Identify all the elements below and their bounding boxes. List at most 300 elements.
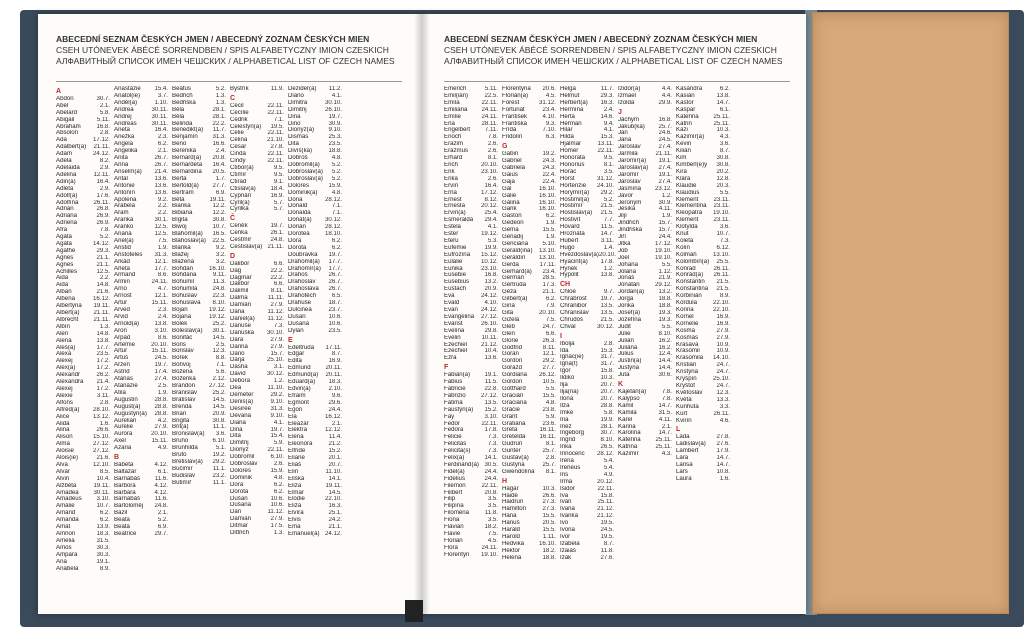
name-day-date: 22.11.	[597, 485, 614, 492]
name-day-date: 1.7.	[215, 175, 226, 182]
name-entry	[230, 281, 287, 288]
name-entry	[56, 351, 113, 358]
name-day-date: 3.5.	[487, 496, 498, 503]
name-day-date: 31.5.	[96, 537, 110, 544]
name-text: Evelin	[444, 334, 461, 341]
name-entry	[444, 121, 501, 128]
name-text: Klára	[676, 175, 691, 182]
name-text: Ivana	[560, 506, 575, 513]
name-entry	[172, 127, 229, 134]
name-text: Ivor	[560, 534, 571, 540]
left-name-columns	[56, 86, 346, 572]
name-text: Chrabrost	[560, 296, 587, 303]
name-day-date: 27.9.	[270, 516, 284, 523]
name-text: Anastázie	[114, 86, 141, 92]
name-day-date: 27.9.	[270, 343, 284, 350]
name-text: Hagar	[502, 485, 519, 492]
name-entry	[56, 137, 113, 144]
name-day-date: 24.7.	[716, 382, 730, 389]
name-text: Isidor	[560, 485, 575, 492]
name-entry	[288, 252, 345, 259]
name-day-date: 15.5.	[542, 227, 556, 234]
name-text: Hamilton	[502, 506, 527, 513]
name-entry	[114, 141, 171, 148]
name-day-date: 23.6.	[542, 420, 556, 427]
name-day-date: 17.5.	[270, 523, 284, 530]
name-entry	[114, 314, 171, 321]
name-day-date: 23.4.	[542, 268, 556, 275]
name-day-date: 10.8.	[716, 468, 730, 475]
name-day-date: 3.10.	[484, 413, 498, 420]
name-text: Jozefína	[618, 316, 642, 323]
name-text: Biwoj	[172, 224, 187, 231]
name-text: Anabela	[56, 565, 79, 572]
name-entry	[618, 220, 675, 227]
name-entry	[560, 534, 617, 541]
name-entry	[502, 121, 559, 128]
name-day-date: 11.6.	[154, 475, 168, 482]
name-entry	[560, 410, 617, 417]
name-day-date: 2.2.	[157, 203, 168, 210]
name-entry	[230, 482, 287, 489]
name-text: Dobroslav(a)	[288, 168, 323, 175]
name-entry	[172, 259, 229, 266]
section-letter: J	[618, 108, 622, 116]
name-text: Adam	[56, 151, 72, 158]
name-text: Egmont	[288, 399, 310, 406]
name-text: Imke	[560, 409, 574, 416]
name-entry	[676, 369, 733, 376]
name-text: Helmut	[560, 92, 580, 99]
name-entry	[230, 420, 287, 427]
name-entry	[444, 127, 501, 134]
name-entry	[56, 262, 113, 269]
name-entry	[114, 335, 171, 342]
name-day-date: 2.6.	[487, 141, 498, 148]
name-day-date: 5.5.	[719, 189, 730, 196]
name-entry	[230, 330, 287, 337]
name-entry	[114, 224, 171, 231]
name-text: Celina	[230, 137, 248, 144]
name-text: Florentýna	[502, 86, 531, 92]
name-day-date: 7.7.	[603, 217, 614, 224]
name-entry	[676, 127, 733, 134]
name-text: Dana	[230, 309, 245, 316]
name-day-date: 7.3.	[273, 322, 284, 329]
name-text: Antonín	[114, 189, 136, 196]
name-entry	[288, 314, 345, 321]
name-text: Damian	[230, 516, 251, 523]
name-day-date: 7.8.	[661, 388, 672, 395]
name-text: Klaudie	[676, 182, 697, 189]
name-text: Kosma	[676, 327, 695, 334]
name-text: Gina	[502, 303, 515, 310]
name-day-date: 25.4.	[484, 210, 498, 217]
name-text: Dorián	[288, 224, 306, 231]
name-entry	[114, 503, 171, 510]
name-text: Haidrun	[502, 499, 524, 506]
name-entry	[676, 86, 733, 93]
name-entry	[230, 337, 287, 344]
name-entry	[230, 86, 287, 93]
name-day-date: 2.1.	[661, 423, 672, 430]
name-day-date: 25.2.	[212, 320, 226, 327]
name-day-date: 2.4.	[157, 313, 168, 320]
name-text: Boris	[172, 341, 186, 348]
name-day-date: 22.2.	[212, 120, 226, 127]
name-text: Fortunát	[502, 106, 525, 113]
name-entry	[56, 234, 113, 241]
name-entry	[444, 545, 501, 552]
name-text: Damián	[230, 302, 251, 309]
name-text: Kalypso	[618, 395, 640, 402]
name-day-date: 15.4.	[154, 86, 168, 92]
name-text: Erik	[444, 168, 455, 175]
name-day-date: 21.11.	[267, 243, 284, 250]
name-entry	[618, 248, 675, 255]
name-day-date: 31.3.	[270, 405, 284, 412]
name-entry	[676, 342, 733, 349]
name-text: Bronislav(a)	[172, 431, 205, 438]
name-entry	[56, 421, 113, 428]
name-text: Eva	[444, 293, 455, 300]
name-entry	[114, 418, 171, 425]
name-day-date: 31.5.	[658, 409, 672, 416]
name-day-date: 28.1.	[600, 423, 614, 430]
name-text: Branislav	[172, 389, 198, 396]
name-entry	[502, 455, 559, 462]
name-day-date: 27.8.	[270, 144, 284, 151]
name-entry	[172, 162, 229, 169]
name-text: Aristoteles	[114, 251, 143, 258]
name-text: Aurelie	[114, 424, 133, 431]
name-day-date: 16.3.	[328, 503, 342, 510]
name-day-date: 13.8.	[600, 272, 614, 279]
name-day-date: 9.5.	[603, 155, 614, 162]
name-text: Greta	[502, 427, 518, 434]
name-entry	[288, 517, 345, 524]
name-text: Arleta	[114, 265, 130, 272]
name-text: Hostimil(a)	[560, 196, 590, 203]
name-entry	[560, 134, 617, 141]
name-day-date: 6.2.	[719, 86, 730, 92]
name-text: Dominik	[230, 474, 253, 481]
name-entry	[502, 220, 559, 227]
name-entry	[56, 200, 113, 207]
name-entry	[230, 475, 287, 482]
name-entry	[288, 441, 345, 448]
name-text: Irma	[560, 478, 573, 485]
name-text: Dorota	[288, 244, 307, 251]
name-day-date: 10.11.	[481, 334, 498, 341]
name-text: Chval	[560, 323, 576, 330]
name-entry	[560, 114, 617, 121]
name-text: Demeter	[230, 391, 254, 398]
name-entry	[288, 238, 345, 245]
bookmark-ribbon[interactable]	[405, 600, 423, 622]
name-entry	[618, 437, 675, 444]
name-text: Alen	[56, 330, 69, 337]
name-entry	[444, 300, 501, 307]
name-day-date: 16.10.	[539, 540, 556, 547]
name-day-date: 4.1.	[603, 127, 614, 134]
name-entry	[230, 288, 287, 295]
name-entry	[502, 114, 559, 121]
name-text: Anna	[114, 161, 129, 168]
name-entry	[502, 555, 559, 562]
name-day-date: 9.5.	[273, 164, 284, 171]
name-day-date: 27.12.	[481, 392, 498, 399]
name-entry	[676, 418, 733, 425]
name-text: Hedvika	[502, 540, 525, 547]
name-entry	[172, 93, 229, 100]
name-day-date: 24.3.	[542, 158, 556, 165]
name-day-date: 5.2.	[157, 517, 168, 524]
name-text: Elektra	[288, 427, 307, 434]
name-text: Edmund(a)	[288, 372, 319, 379]
name-entry	[114, 183, 171, 190]
name-entry	[288, 469, 345, 476]
name-entry	[56, 566, 113, 573]
name-entry	[618, 241, 675, 248]
name-entry	[230, 392, 287, 399]
name-day-date: 17.2.	[96, 365, 110, 372]
name-day-date: 7.8.	[99, 227, 110, 234]
name-text: Judit	[618, 323, 631, 330]
name-text: Brian	[172, 410, 187, 417]
name-text: Kazimír(a)	[676, 134, 705, 141]
name-day-date: 13.2.	[658, 289, 672, 296]
name-text: Armin	[114, 279, 130, 286]
name-text: Donald	[288, 203, 308, 210]
name-entry	[114, 342, 171, 349]
name-entry	[502, 427, 559, 434]
name-day-date: 26.11.	[713, 265, 730, 272]
name-day-date: 2.6.	[487, 148, 498, 155]
name-entry	[172, 452, 229, 459]
name-text: Fay	[444, 413, 455, 420]
header-divider	[444, 81, 790, 82]
name-text: Ilza	[560, 402, 570, 409]
name-text: Eleonora	[288, 441, 313, 448]
name-day-date: 21.11.	[93, 310, 110, 316]
name-day-date: 8.6.	[157, 334, 168, 341]
name-day-date: 25.11.	[655, 437, 672, 444]
name-entry	[502, 172, 559, 179]
name-entry	[172, 100, 229, 107]
name-day-date: 7.8.	[487, 134, 498, 141]
name-text: Evald	[444, 300, 460, 307]
name-entry	[172, 342, 229, 349]
name-text: Bohdana	[172, 272, 197, 279]
name-text: Babeta	[114, 461, 134, 468]
name-text: Dismas	[288, 134, 309, 141]
name-day-date: 29.9.	[658, 99, 672, 106]
name-text: Larisa	[676, 461, 693, 468]
name-day-date: 19.5.	[600, 534, 614, 540]
name-entry	[676, 390, 733, 397]
name-day-date: 27.4.	[658, 144, 672, 151]
name-day-date: 23.2.	[212, 472, 226, 479]
name-day-date: 11.2.	[328, 86, 342, 92]
name-day-date: 4.12.	[154, 489, 168, 496]
name-entry	[502, 213, 559, 220]
name-entry	[618, 124, 675, 131]
name-day-date: 5.11.	[484, 86, 498, 92]
name-text: Lara	[676, 455, 689, 462]
name-entry	[230, 344, 287, 351]
name-day-date: 16.12.	[93, 296, 110, 303]
name-day-date: 2.8.	[99, 130, 110, 137]
name-entry	[676, 476, 733, 483]
name-day-date: 31.12.	[597, 175, 614, 182]
name-text: Chrudoš	[560, 316, 584, 323]
name-day-date: 13.5.	[600, 303, 614, 310]
name-entry	[560, 210, 617, 217]
name-text: Fiona	[444, 517, 460, 524]
name-entry	[444, 107, 501, 114]
name-day-date: 14.8.	[96, 330, 110, 337]
name-entry	[676, 224, 733, 231]
name-text: Aristid	[114, 244, 131, 251]
name-day-date: 16.10.	[539, 185, 556, 192]
name-day-date: 5.5.	[545, 385, 556, 392]
name-day-date: 29.12.	[655, 282, 672, 289]
name-day-date: 22.2.	[270, 267, 284, 274]
name-day-date: 9.5.	[273, 171, 284, 178]
name-text: Dobroslav(a)	[288, 175, 323, 182]
name-entry	[444, 531, 501, 538]
name-text: Filip	[444, 496, 456, 503]
name-entry	[676, 383, 733, 390]
name-text: Ida	[560, 347, 569, 354]
name-column	[114, 86, 171, 572]
name-day-date: 25.5.	[716, 258, 730, 265]
name-entry	[560, 548, 617, 555]
name-entry	[288, 524, 345, 531]
name-day-date: 10.7.	[716, 231, 730, 238]
name-day-date: 13.10.	[539, 254, 556, 261]
name-text: Artemie	[114, 341, 135, 348]
cover-flap	[812, 12, 1009, 614]
name-entry	[676, 411, 733, 418]
name-entry	[502, 506, 559, 513]
name-day-date: 22.5.	[212, 237, 226, 244]
name-day-date: 5.8.	[603, 409, 614, 416]
name-text: Fabius	[444, 379, 463, 386]
name-entry	[114, 93, 171, 100]
name-text: Hostivít	[560, 217, 581, 224]
name-entry	[288, 210, 345, 217]
name-entry	[56, 400, 113, 407]
name-entry	[230, 399, 287, 406]
name-entry	[618, 86, 675, 93]
name-day-date: 23.8.	[542, 406, 556, 413]
name-day-date: 3.6.	[719, 141, 730, 148]
name-entry	[618, 317, 675, 324]
name-day-date: 23.7.	[328, 307, 342, 313]
name-day-date: 2.5.	[215, 341, 226, 348]
name-entry	[676, 307, 733, 314]
name-day-date: 17.7.	[154, 265, 168, 272]
name-text: Chloe	[560, 289, 576, 296]
name-entry	[288, 407, 345, 414]
name-entry	[56, 220, 113, 227]
name-text: Gabriel	[502, 158, 522, 165]
name-day-date: 11.10.	[267, 385, 284, 392]
name-text: Flóra	[444, 544, 458, 551]
name-text: Alexej	[56, 358, 73, 365]
name-text: Garik	[502, 206, 517, 213]
name-day-date: 16.9.	[328, 358, 342, 365]
name-day-date: 12.1.	[154, 258, 168, 265]
name-day-date: 11.9.	[270, 86, 284, 92]
name-text: Kastor	[676, 99, 694, 106]
name-text: Ezechiel	[444, 341, 468, 348]
name-text: Devana	[230, 412, 252, 419]
name-text: Aranko	[114, 224, 134, 231]
name-day-date: 6.2.	[99, 517, 110, 524]
name-entry	[172, 418, 229, 425]
name-day-date: 19.3.	[658, 316, 672, 323]
name-text: Amálie	[56, 503, 75, 510]
name-entry	[288, 400, 345, 407]
name-column	[502, 86, 559, 562]
name-text: Baltazar	[114, 468, 137, 475]
name-day-date: 24.8.	[212, 286, 226, 293]
name-entry	[56, 96, 113, 103]
name-day-date: 15.10.	[93, 434, 110, 441]
name-day-date: 18.2.	[542, 547, 556, 554]
name-text: Eleazar	[288, 420, 309, 427]
name-day-date: 20.10.	[151, 341, 168, 348]
name-day-date: 19.11.	[93, 482, 110, 489]
name-day-date: 26.9.	[96, 213, 110, 220]
name-text: Katrina	[618, 444, 638, 451]
name-day-date: 27.12.	[93, 441, 110, 448]
name-day-date: 1.2.	[661, 192, 672, 199]
name-day-date: 29.3.	[96, 247, 110, 254]
name-day-date: 20.5.	[212, 168, 226, 175]
name-entry	[114, 176, 171, 183]
name-entry	[618, 358, 675, 365]
name-day-date: 7.10.	[542, 127, 556, 134]
name-entry	[230, 351, 287, 358]
name-entry	[172, 203, 229, 210]
name-day-date: 5.4.	[603, 458, 614, 465]
name-entry	[230, 357, 287, 364]
name-entry	[114, 390, 171, 397]
name-text: Dušana	[288, 320, 310, 327]
name-day-date: 25.7.	[658, 123, 672, 130]
name-day-date: 4.10.	[542, 113, 556, 120]
name-day-date: 21.1.	[96, 254, 110, 261]
name-day-date: 6.1.	[157, 468, 168, 475]
name-text: Dora	[288, 237, 302, 244]
name-text: Bojan	[172, 307, 188, 313]
name-day-date: 19.9.	[600, 416, 614, 423]
name-text: Darina	[230, 343, 248, 350]
name-text: Bedřich	[172, 92, 193, 99]
name-entry	[502, 248, 559, 255]
name-entry	[114, 293, 171, 300]
name-entry	[114, 348, 171, 355]
name-entry	[230, 323, 287, 330]
name-text: Filibert	[444, 489, 463, 496]
name-entry	[56, 179, 113, 186]
name-entry	[444, 524, 501, 531]
name-entry	[502, 100, 559, 107]
